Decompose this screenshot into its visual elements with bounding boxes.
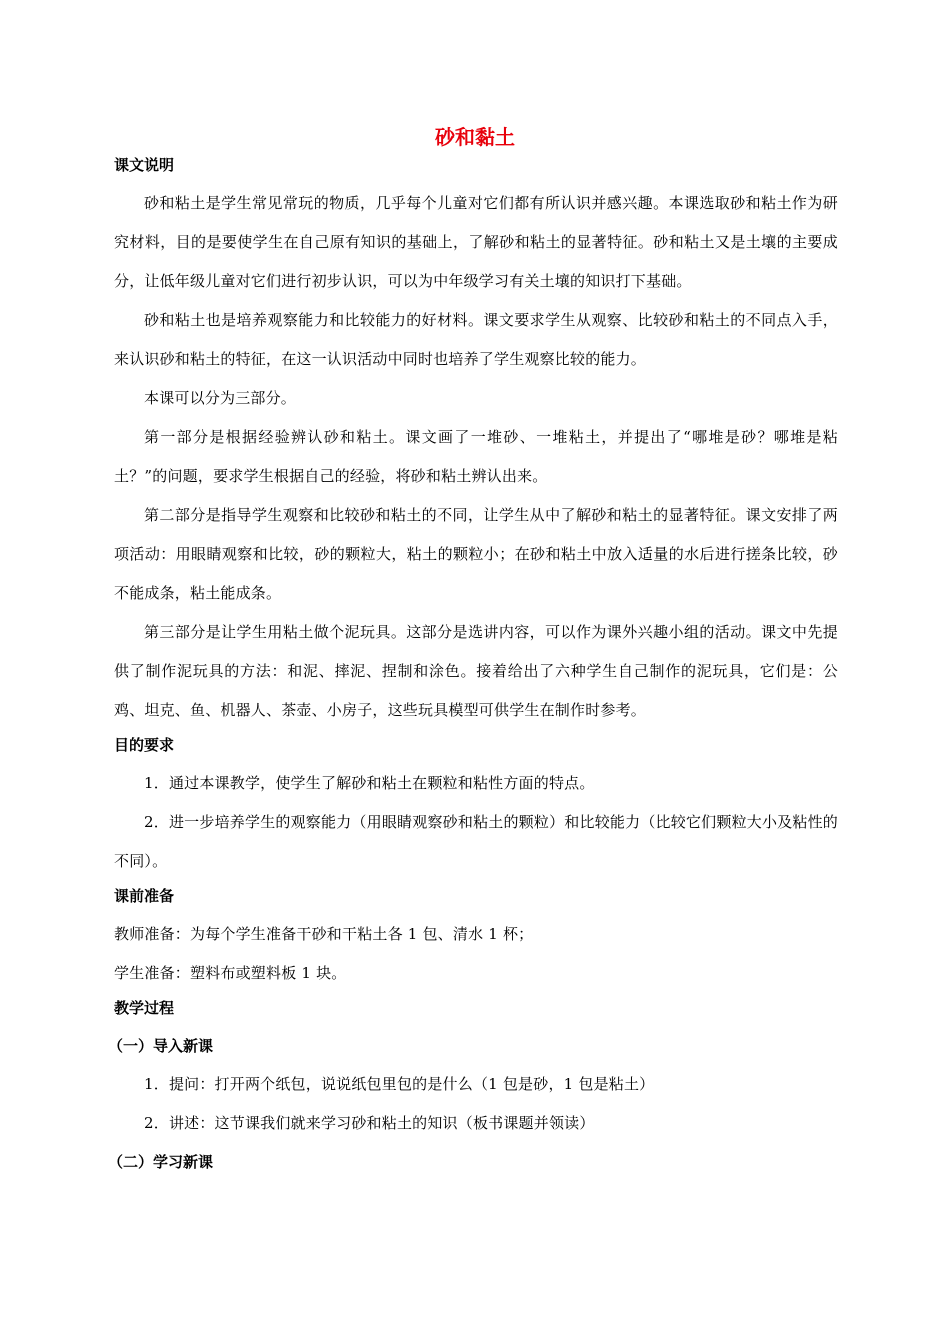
page-title: 砂和黏土: [435, 125, 515, 149]
section-heading-objectives: 目的要求: [114, 736, 175, 754]
section-heading-preparation: 课前准备: [114, 887, 175, 905]
paragraph: 第三部分是让学生用粘土做个泥玩具。这部分是选讲内容，可以作为课外兴趣小组的活动。课文中先提供了制作泥玩具的方法：和泥、摔泥、捏制和涂色。接着给出了六种学生自己制作的泥玩具，它们是：公鸡、坦克、鱼、机器人、茶壶、小房子，这些玩具模型可供学生在制作时参考。: [114, 623, 838, 719]
sub-heading-new-lesson: （二）学习新课: [108, 1153, 214, 1171]
paragraph: 第二部分是指导学生观察和比较砂和粘土的不同，让学生从中了解砂和粘土的显著特征。课文安排了两项活动：用眼睛观察和比较，砂的颗粒大，粘土的颗粒小；在砂和粘土中放入适量的水后进行搓条比较，砂不能成条，粘土能成条。: [114, 506, 838, 602]
paragraph: 第一部分是根据经验辨认砂和粘土。课文画了一堆砂、一堆粘土，并提出了“哪堆是砂？哪堆是粘土？”的问题，要求学生根据自己的经验，将砂和粘土辨认出来。: [114, 428, 838, 485]
section-heading-lesson-notes: 课文说明: [114, 156, 175, 174]
paragraph: 本课可以分为三部分。: [144, 389, 297, 407]
paragraph: 砂和粘土是学生常见常玩的物质，几乎每个儿童对它们都有所认识并感兴趣。本课选取砂和粘土作为研究材料，目的是要使学生在自己原有知识的基础上，了解砂和粘土的显著特征。砂和粘土又是土壤的主要成分，让低年级儿童对它们进行初步认识，可以为中年级学习有关土壤的知识打下基础。: [114, 194, 838, 290]
sub-heading-intro: （一）导入新课: [108, 1037, 214, 1055]
paragraph: 1．提问：打开两个纸包，说说纸包里包的是什么（1 包是砂，1 包是粘土）: [144, 1075, 655, 1093]
document-body: [108, 150, 838, 1181]
paragraph: 砂和粘土也是培养观察能力和比较能力的好材料。课文要求学生从观察、比较砂和粘土的不同点入手，来认识砂和粘土的特征，在这一认识活动中同时也培养了学生观察比较的能力。: [114, 311, 838, 368]
section-heading-process: 教学过程: [114, 999, 175, 1017]
paragraph: 教师准备：为每个学生准备干砂和干粘土各 1 包、清水 1 杯；: [114, 925, 534, 943]
paragraph: 学生准备：塑料布或塑料板 1 块。: [114, 964, 347, 982]
paragraph: 2．讲述：这节课我们就来学习砂和粘土的知识（板书课题并领读）: [144, 1114, 595, 1132]
paragraph: 1．通过本课教学，使学生了解砂和粘土在颗粒和粘性方面的特点。: [144, 774, 595, 792]
paragraph: 2．进一步培养学生的观察能力（用眼睛观察砂和粘土的颗粒）和比较能力（比较它们颗粒大小及粘性的不同）。: [114, 813, 838, 870]
